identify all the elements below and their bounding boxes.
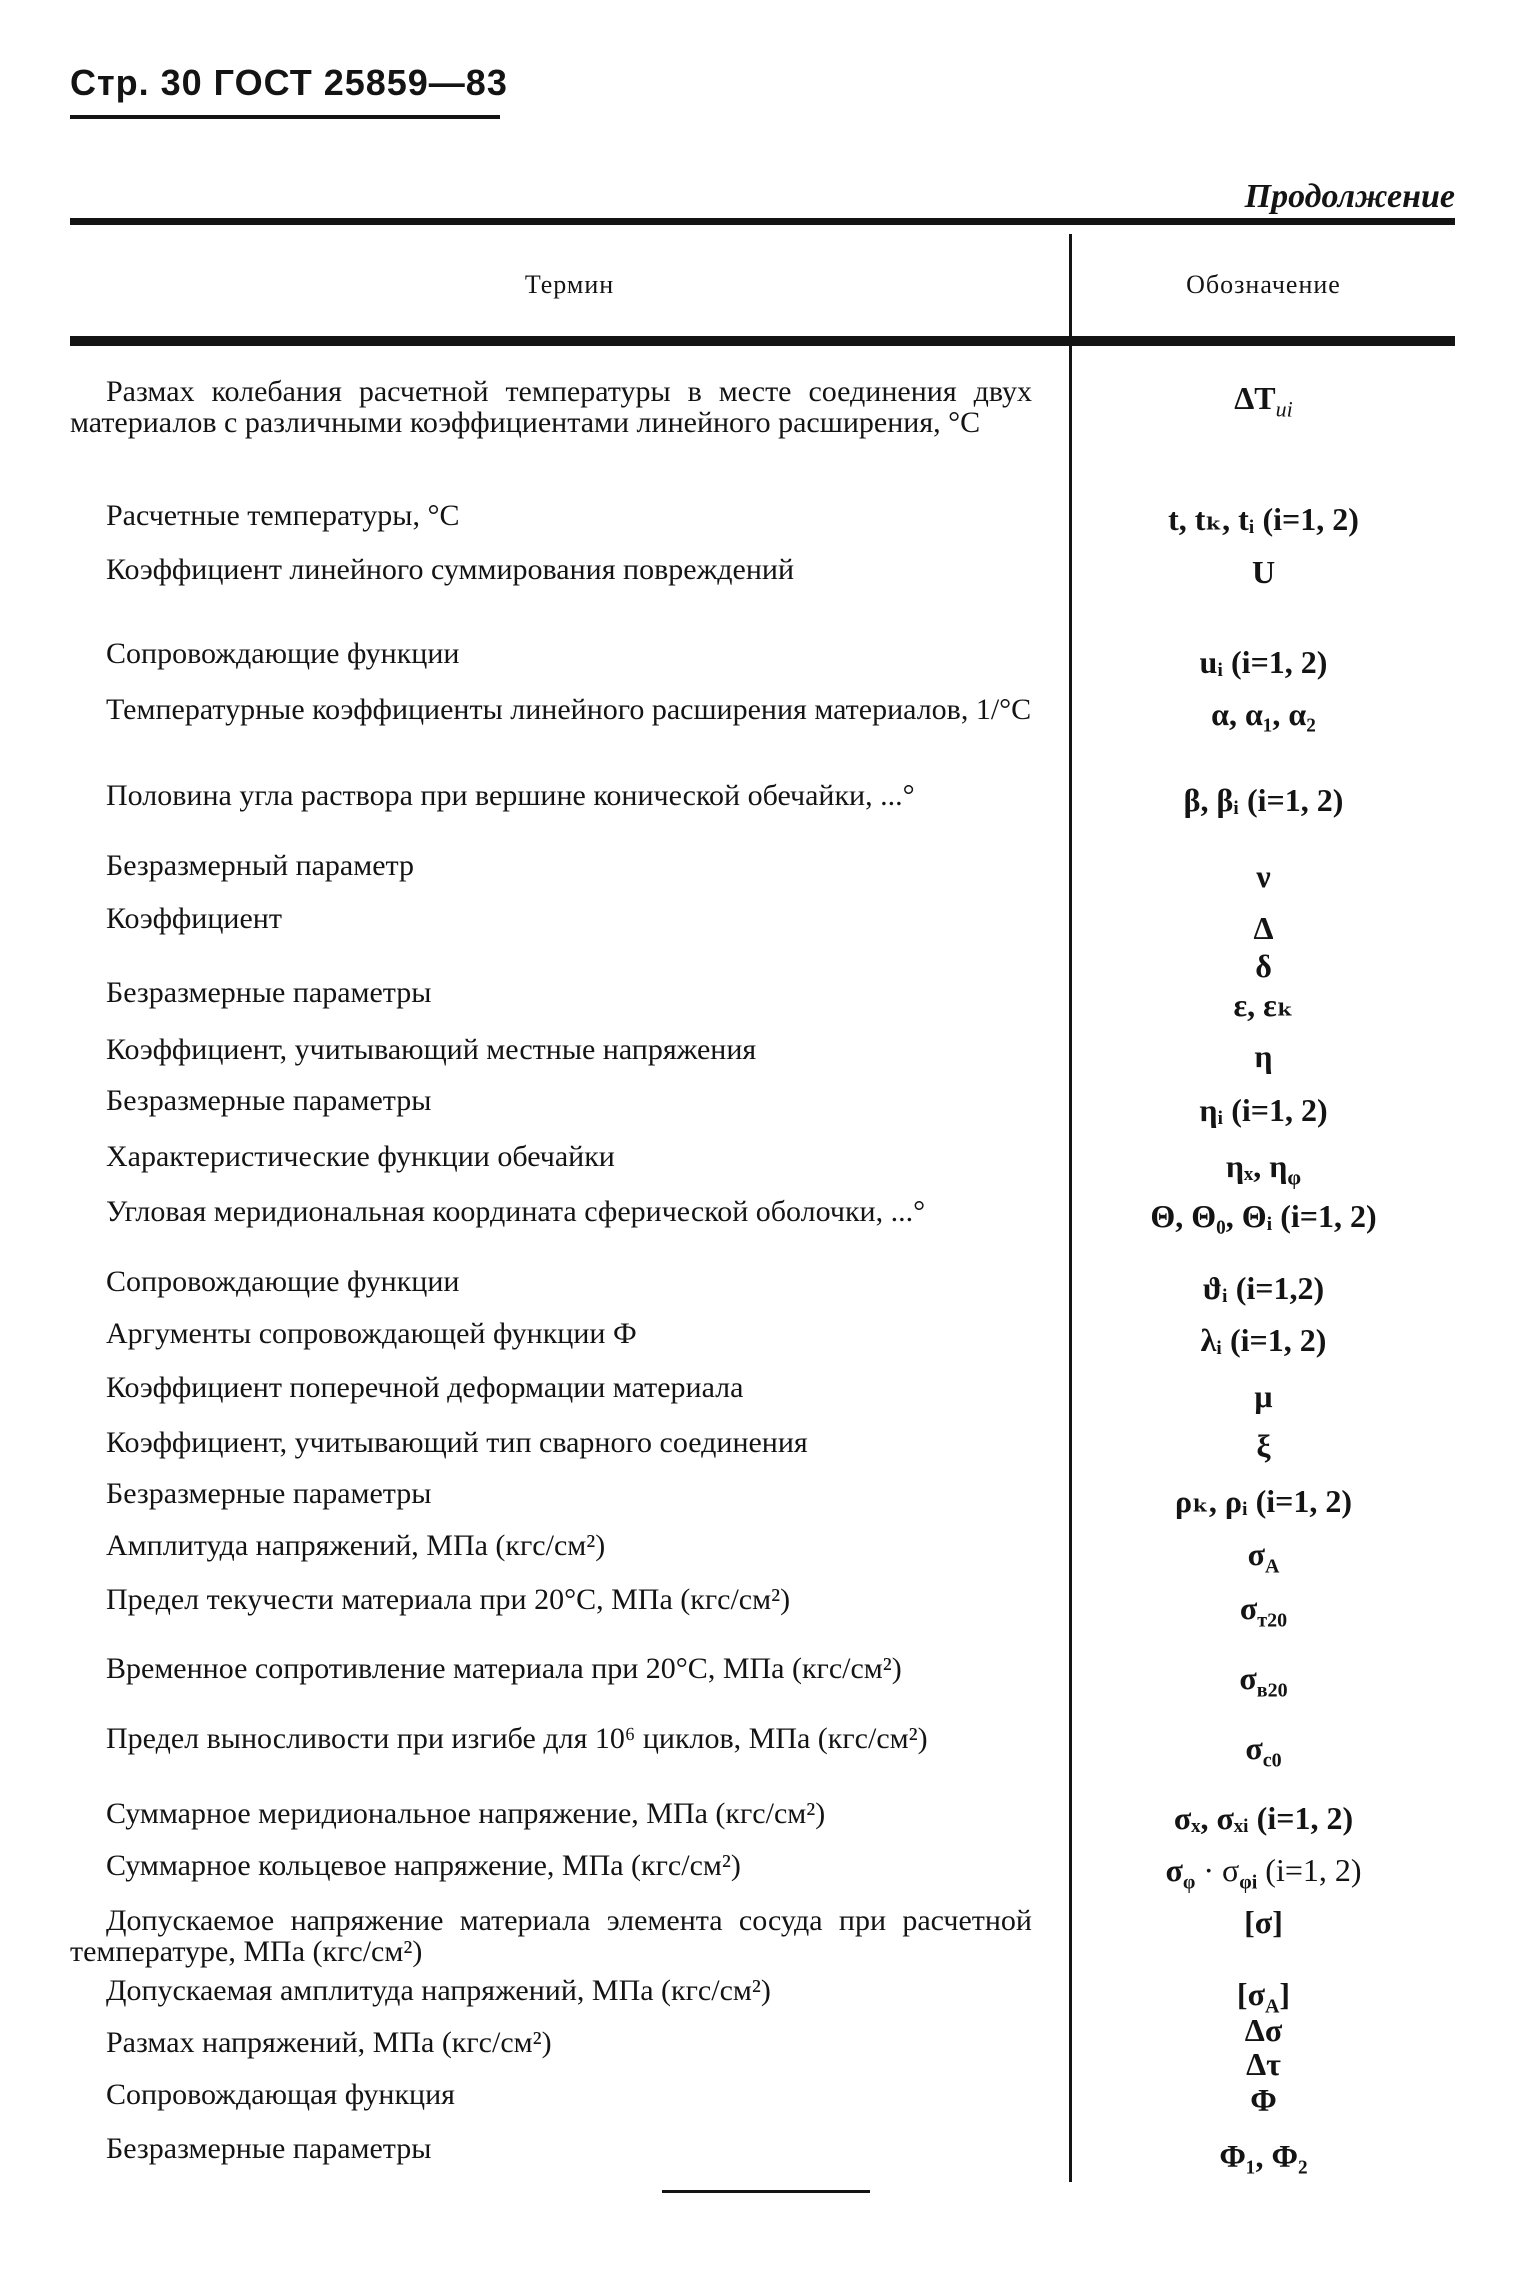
page-header: Стр. 30 ГОСТ 25859—83	[70, 62, 508, 103]
term-row: Безразмерные параметры	[106, 2132, 432, 2165]
symbol-subscript: A	[1264, 1995, 1280, 2018]
symbol-cell: ε, εₖ	[1233, 987, 1294, 1023]
term-row: Предел текучести материала при 20°С, МПа (кгс/см²)	[106, 1583, 791, 1616]
term-row: Сопровождающие функции	[106, 637, 460, 670]
term-row: Сопровождающие функции	[106, 1265, 460, 1298]
symbol-cell: Δ	[1253, 910, 1274, 946]
term-row: Коэффициент поперечной деформации материала	[106, 1371, 744, 1404]
term-row: Безразмерные параметры	[106, 976, 432, 1009]
symbol-cell: α, α₁, α₂	[1211, 696, 1316, 732]
symbol-cell: [σ]	[1244, 1904, 1283, 1940]
term-row: Коэффициент линейного суммирования повреждений	[106, 553, 795, 586]
symbol-text: · σ	[1195, 1852, 1240, 1888]
symbol-subscript: φi	[1239, 1871, 1258, 1894]
symbol-cell: t, tₖ, tᵢ (i=1, 2)	[1168, 501, 1359, 537]
term-row: Сопровождающая функция	[106, 2078, 455, 2111]
term-row: Суммарное меридиональное напряжение, МПа (кгс/см²)	[106, 1797, 826, 1830]
symbol-cell: Φ	[1250, 2082, 1277, 2118]
term-row: Коэффициент, учитывающий местные напряжения	[106, 1033, 757, 1066]
symbol-cell	[1072, 1730, 1455, 1772]
symbol-cell: β, βᵢ (i=1, 2)	[1183, 782, 1344, 818]
term-row: Коэффициент, учитывающий тип сварного соединения	[106, 1426, 808, 1459]
symbol-cell: Θ, Θ₀, Θᵢ (i=1, 2)	[1150, 1198, 1377, 1234]
term-row: Допускаемое напряжение материала элемента сосуда при расчетной температуре, МПа (кгс/см²)	[70, 1904, 1032, 1968]
term-row: Безразмерный параметр	[106, 849, 415, 882]
symbol-cell	[1072, 1536, 1455, 1578]
symbol-cell: σₓ, σₓᵢ (i=1, 2)	[1173, 1800, 1354, 1836]
bottom-rule	[662, 2190, 870, 2193]
symbol-cell: ν	[1256, 858, 1271, 894]
term-row: Безразмерные параметры	[106, 1084, 432, 1117]
term-row: Суммарное кольцевое напряжение, МПа (кгс/см²)	[106, 1849, 741, 1882]
header-rule	[70, 115, 500, 119]
term-row: Половина угла раствора при вершине конической обечайки, ...°	[106, 779, 915, 812]
term-row: Угловая меридиональная координата сферической оболочки, ...°	[106, 1195, 926, 1228]
term-row: Допускаемая амплитуда напряжений, МПа (кгс/см²)	[106, 1974, 771, 2007]
symbol-cell	[1072, 380, 1455, 422]
term-row: Температурные коэффициенты линейного расширения материалов, 1/°С	[106, 693, 1032, 726]
symbol-text: (i=1, 2)	[1257, 1852, 1362, 1888]
symbol-cell: Δτ	[1246, 2046, 1281, 2082]
term-row: Предел выносливости при изгибе для 10⁶ циклов, МПа (кгс/см²)	[106, 1722, 928, 1755]
term-row: Безразмерные параметры	[106, 1477, 432, 1510]
symbol-cell	[1072, 1660, 1455, 1702]
term-row: Временное сопротивление материала при 20°С, МПа (кгс/см²)	[106, 1652, 902, 1685]
symbol-text: ]	[1279, 1976, 1291, 2012]
term-row: Амплитуда напряжений, МПа (кгс/см²)	[106, 1529, 606, 1562]
symbol-text: σ	[1165, 1852, 1183, 1888]
symbol-subscript: A	[1264, 1555, 1280, 1578]
term-row: Аргументы сопровождающей функции Ф	[106, 1317, 637, 1350]
symbol-subscript: c0	[1262, 1749, 1282, 1772]
column-header-term: Термин	[524, 270, 615, 299]
symbol-text: σ	[1239, 1590, 1258, 1626]
symbol-subscript: в20	[1256, 1679, 1288, 1702]
term-row: Характеристические функции обечайки	[106, 1140, 615, 1173]
symbol-cell	[1072, 1852, 1455, 1894]
term-row: Размах напряжений, МПа (кгс/см²)	[106, 2026, 552, 2059]
symbol-text: [σ	[1236, 1976, 1265, 2012]
symbol-text: σ	[1247, 1536, 1265, 1572]
symbol-subscript: φ	[1182, 1871, 1196, 1894]
symbol-cell: δ	[1255, 948, 1272, 984]
term-row: Расчетные температуры, °С	[106, 499, 460, 532]
symbol-subscript: т20	[1257, 1609, 1288, 1632]
symbol-cell: uᵢ (i=1, 2)	[1199, 644, 1328, 680]
symbol-cell: U	[1251, 554, 1276, 590]
symbol-cell	[1072, 1590, 1455, 1632]
symbol-cell: Φ₁, Φ₂	[1219, 2138, 1308, 2174]
symbol-text: σ	[1245, 1730, 1263, 1766]
symbol-cell: λᵢ (i=1, 2)	[1200, 1322, 1327, 1358]
symbol-cell: η	[1254, 1038, 1273, 1074]
symbol-cell: ϑᵢ (i=1,2)	[1202, 1270, 1325, 1306]
term-row: Размах колебания расчетной температуры в месте соединения двух материалов с различными коэффициентами линейного расширения, °С	[70, 375, 1032, 439]
table-header-rule	[70, 336, 1455, 346]
symbol-text: ηₓ, η	[1225, 1148, 1288, 1184]
symbol-subscript: φ	[1287, 1164, 1302, 1190]
symbol-cell: μ	[1254, 1378, 1273, 1414]
symbol-cell: Δσ	[1244, 2012, 1283, 2048]
table-top-rule	[70, 218, 1455, 225]
symbol-cell: ρₖ, ρᵢ (i=1, 2)	[1174, 1483, 1353, 1519]
symbol-subscript: ui	[1275, 396, 1293, 422]
term-row: Коэффициент	[106, 902, 282, 935]
symbol-text: σ	[1239, 1660, 1257, 1696]
continuation-label: Продолжение	[1244, 178, 1455, 215]
symbol-cell: ξ	[1256, 1428, 1271, 1464]
column-header-symbol: Обозначение	[1186, 270, 1341, 299]
symbol-cell	[1072, 1148, 1455, 1190]
symbol-cell: ηᵢ (i=1, 2)	[1199, 1092, 1328, 1128]
symbol-text: ΔT	[1234, 380, 1276, 416]
